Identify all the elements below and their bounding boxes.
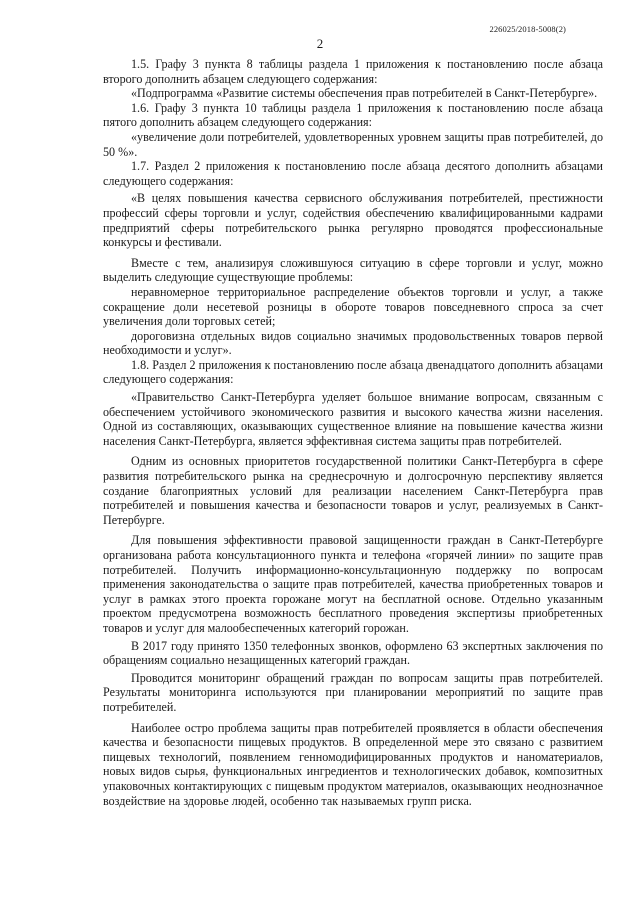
document-body [103,57,603,808]
paragraph-food-safety: Наиболее остро проблема защиты прав потребителей проявляется в области обеспечения качества и безопасности пищевых продуктов. В определенной мере это связано с развитием пищевых технологий, появлением генномодифицированных продуктов и наноматериалов, новых видов сырья, функциональных ингредиентов и технологических добавок, композитных упаковочных контактирующих с пищевым продуктом материалов, оказывающих неоднозначное воздействие на здоровье людей, особенно так называемых групп риска. [103,720,603,808]
paragraph-1-7: 1.7. Раздел 2 приложения к постановлению после абзаца десятого дополнить абзацами следующего содержания: [103,159,603,188]
paragraph-priorities: Одним из основных приоритетов государственной политики Санкт-Петербурга в сфере развития потребительского рынка на среднесрочную и долгосрочную перспективу является создание благоприятных условий для реализации населением Санкт-Петербурга прав потребителей и повышения качества и безопасности товаров и услуг, реализуемых в Санкт-Петербурге. [103,454,603,527]
document-id: 226025/2018-5008(2) [489,24,566,34]
paragraph-problem-cost: дороговизна отдельных видов социально значимых продовольственных товаров первой необходимости и услуг». [103,328,603,358]
paragraph-problems-intro: Вместе с тем, анализируя сложившуюся ситуацию в сфере торговли и услуг, можно выделить следующие существующие проблемы: [103,255,603,285]
paragraph-1-8: 1.8. Раздел 2 приложения к постановлению после абзаца двенадцатого дополнить абзацами следующего содержания: [103,357,603,387]
paragraph-hotline: Для повышения эффективности правовой защищенности граждан в Санкт-Петербурге организована работа консультационного пункта и телефона «горячей линии» по защите прав потребителей. Получить информационно-консультационную поддержку по вопросам применения законодательства о защите прав потребителей, качества приобретенных товаров и услуг в рамках этого проекта горожане могут на бесплатной основе. Отдельно указанным проектом предусмотрена возможность бесплатного проведения экспертизы приобретенных товаров и услуг для малообеспеченных категорий горожан. [103,533,603,635]
page-number: 2 [316,36,324,51]
paragraph-subprogram-title: «Подпрограмма «Развитие системы обеспечения прав потребителей в Санкт-Петербурге». [131,86,598,101]
paragraph-2017-stats: В 2017 году принято 1350 телефонных звонков, оформлено 63 экспертных заключения по обращениям социально незащищенных категорий граждан. [103,638,603,668]
paragraph-monitoring: Проводится мониторинг обращений граждан по вопросам защиты прав потребителей. Результаты мониторинга используются при планировании мероприятий по защите прав потребителей. [103,670,603,714]
paragraph-share-increase: «увеличение доли потребителей, удовлетворенных уровнем защиты прав потребителей, до 50 %». [103,129,603,159]
paragraph-contests: «В целях повышения качества сервисного обслуживания потребителей, престижности профессий сферы торговли и услуг, содействия обеспечению квалифицированными кадрами предприятий сферы потребительского рынка регулярно проводятся профессиональные конкурсы и фестивали. [103,191,603,250]
paragraph-problem-distribution: неравномерное территориальное распределение объектов торговли и услуг, а также сокращение доли несетевой розницы в обороте товаров повседневного спроса за счет увеличения доли торговых сетей; [103,284,603,329]
paragraph-1-5: 1.5. Графу 3 пункта 8 таблицы раздела 1 приложения к постановлению после абзаца второго дополнить абзацем следующего содержания: [103,57,603,86]
paragraph-government-attention: «Правительство Санкт-Петербурга уделяет большое внимание вопросам, связанным с обеспечением устойчивого экономического развития и высокого качества жизни населения. Одной из составляющих, оказывающих существенное влияние на повышение качества жизни населения Санкт-Петербурга, является эффективная система защиты прав потребителей. [103,390,603,448]
paragraph-1-6: 1.6. Графу 3 пункта 10 таблицы раздела 1 приложения к постановлению после абзаца пятого дополнить абзацем следующего содержания: [103,100,603,130]
